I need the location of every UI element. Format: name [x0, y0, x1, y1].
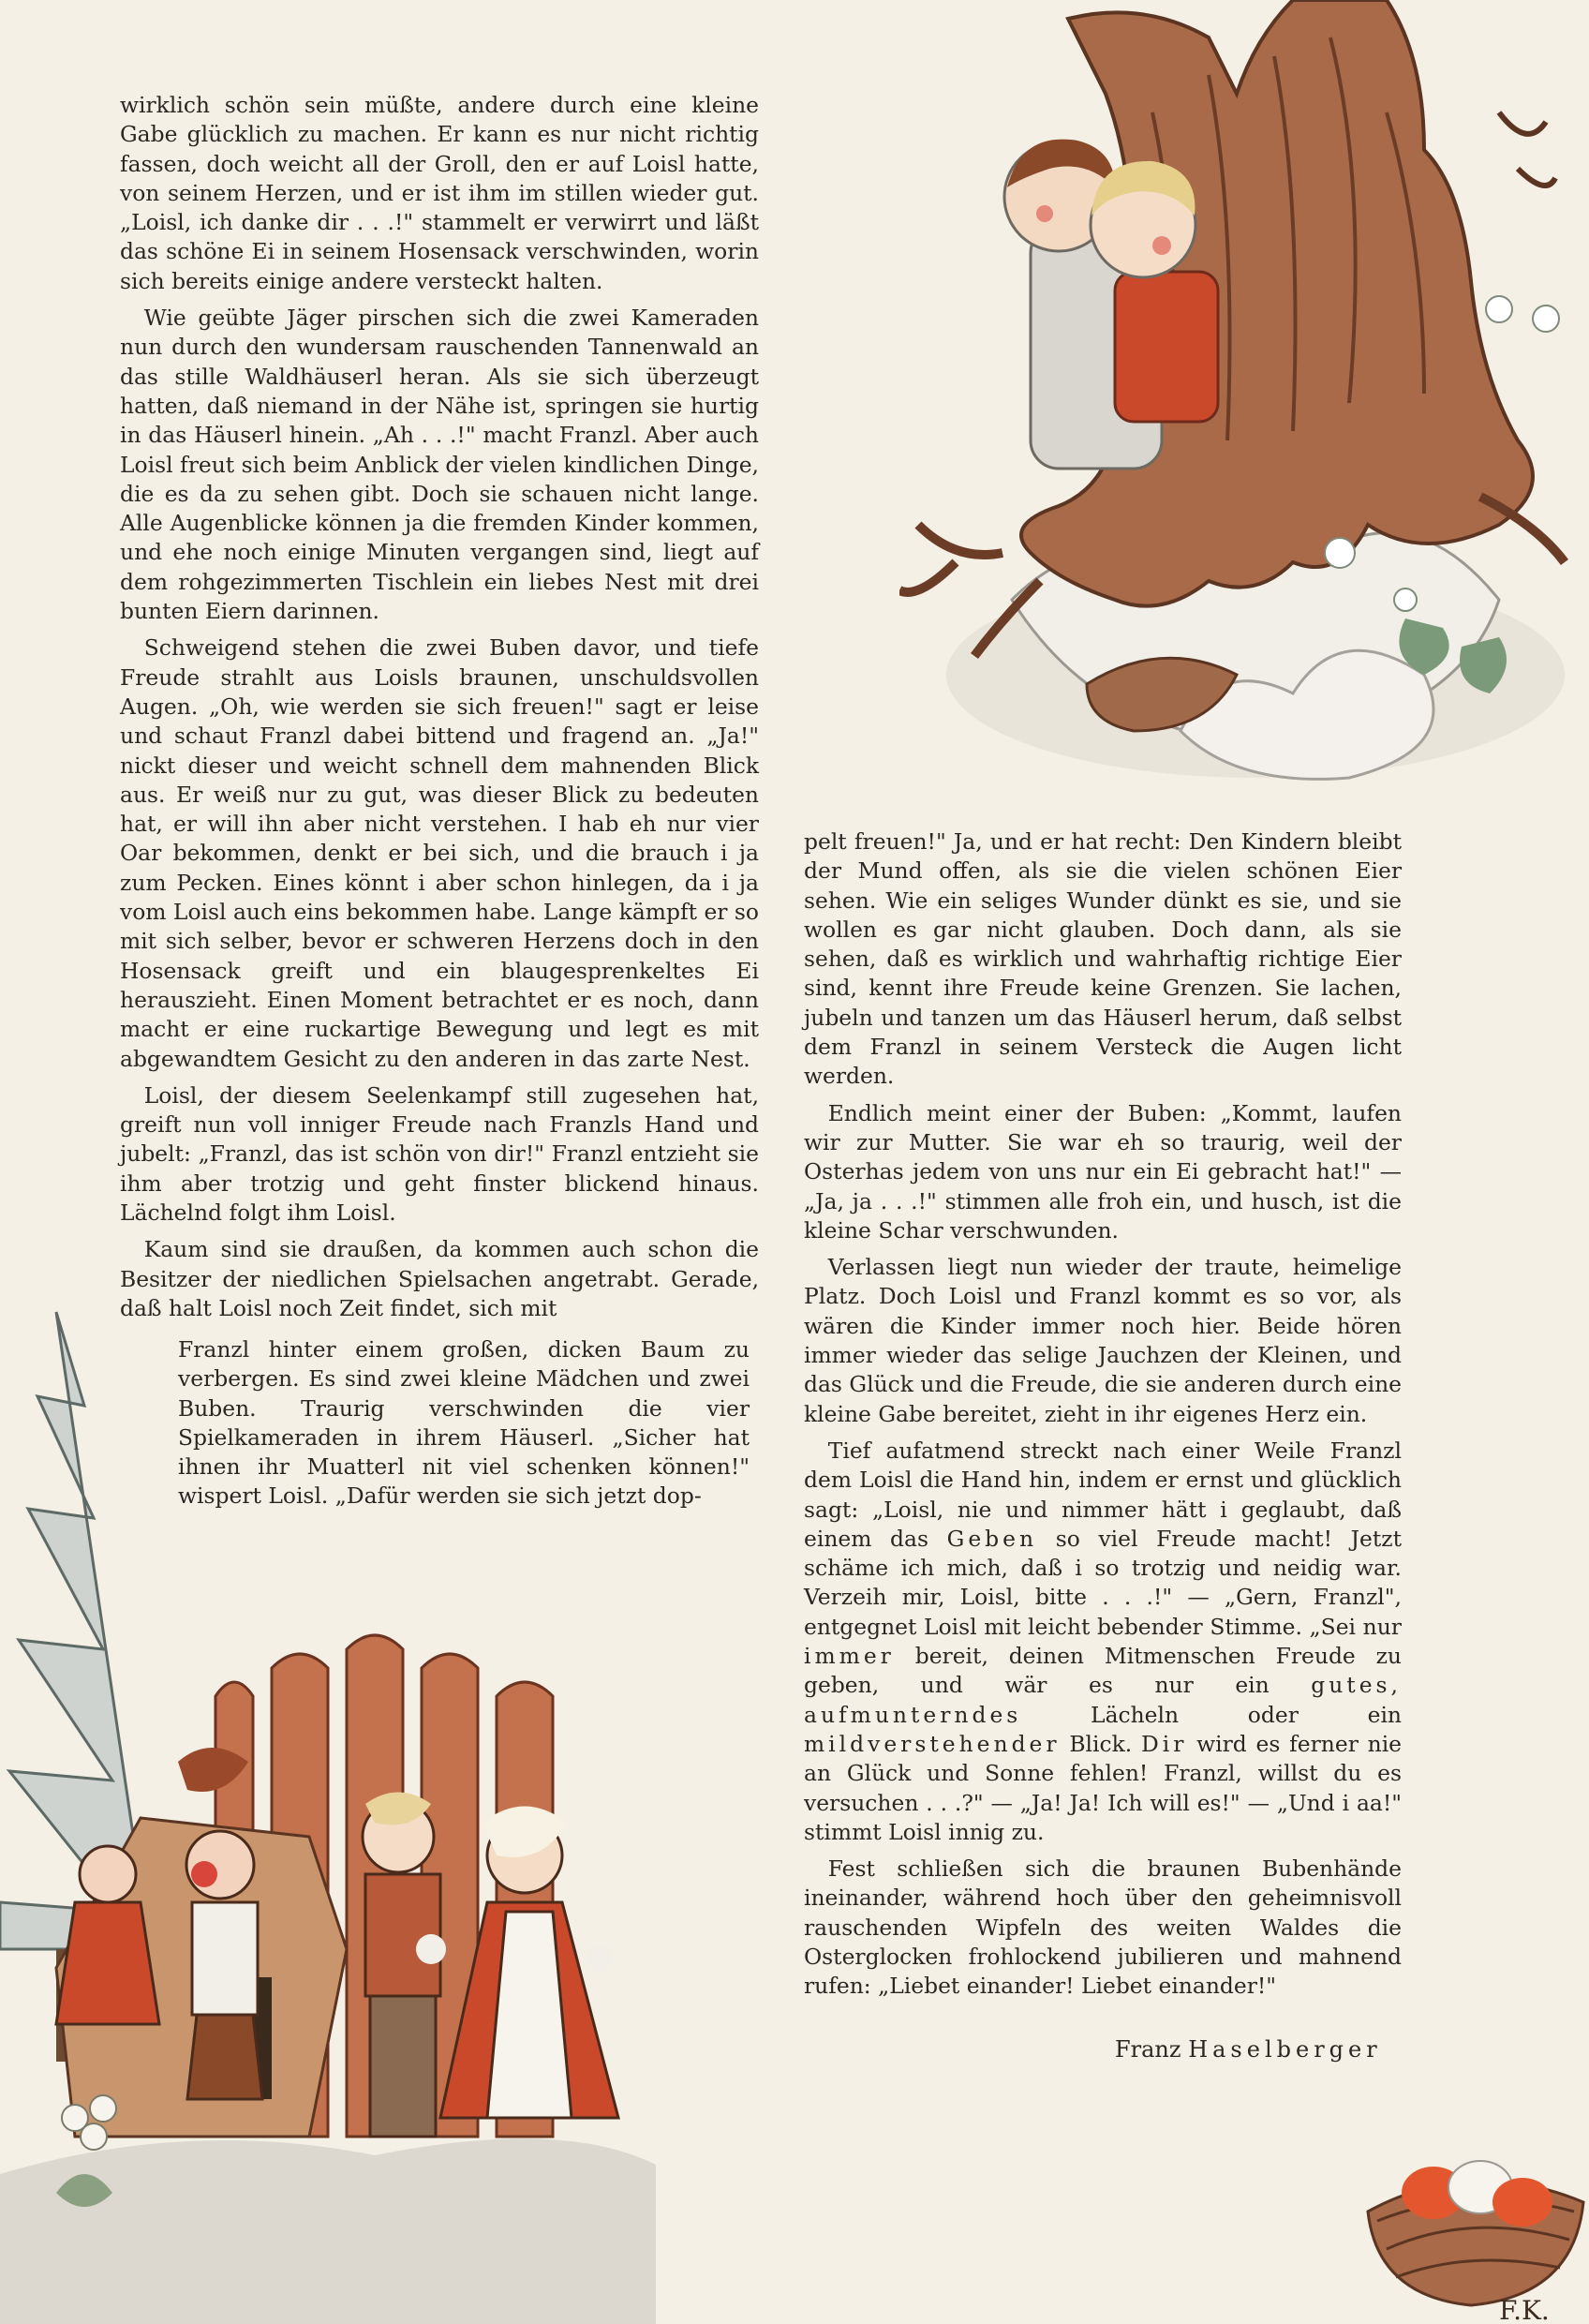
- paragraph: Schweigend stehen die zwei Buben davor, und tiefe Freude strahlt aus Loisls braunen, unschuldsvollen Augen. „Oh, wie werden sie sich freuen!" sagt er leise und schaut Franzl dabei bittend und fragend an. „Ja!" nickt dieser und weicht schnell dem mahnenden Blick aus. Er weiß nur zu gut, was dieser Blick zu bedeuten hat, er will ihn aber nicht verstehen. I hab eh nur vier Oar bekommen, denkt er bei sich, und die brauch i ja zum Pecken. Eines könnt i aber schon hinlegen, da i ja vom Loisl auch eins bekommen habe. Lange kämpft er so mit sich selber, bevor er schweren Herzens doch in den Hosensack greift und ein blaugesprenkeltes Ei herauszieht. Einen Moment betrachtet er es noch, dann macht er eine ruckartige Bewegung und legt es mit abgewandtem Gesicht zu den anderen in das zarte Nest.: [120, 634, 759, 1072]
- illustrator-mark: F.K.: [1499, 2295, 1550, 2324]
- emphasis-spaced: Geben: [946, 1525, 1038, 1552]
- paragraph: wirklich schön sein müßte, andere durch eine kleine Gabe glücklich zu machen. Er kann es nur nicht richtig fassen, doch weicht all der Groll, den er auf Loisl hatte, von seinem Herzen, und er ist ihm im stillen wieder gut. „Loisl, ich danke dir . . .!" stammelt er verwirrt und läßt das schöne Ei in seinem Hosensack verschwinden, worin sich bereits einige andere versteckt halten.: [120, 92, 759, 294]
- emphasis-spaced: immer: [804, 1643, 895, 1670]
- text-run: bereit, deinen Mitmenschen Freude zu geben, und wär es nur ein: [804, 1643, 1402, 1699]
- author-signature: [1115, 2036, 1382, 2063]
- paragraph: Kaum sind sie draußen, da kommen auch schon die Besitzer der niedlichen Spielsachen angetrabt. Gerade, daß halt Loisl noch Zeit findet, sich mit: [120, 1236, 759, 1321]
- tree-boys-illustration: [899, 0, 1574, 787]
- emphasis-spaced: gutes, aufmunterndes: [804, 1672, 1402, 1728]
- right-column: [804, 827, 1402, 2009]
- paragraph: [804, 1437, 1402, 1847]
- paragraph: Verlassen liegt nun wieder der traute, heimelige Platz. Doch Loisl und Franzl kommt es so vor, als wären die Kinder immer noch hier. Beide hören immer wieder das selige Jauchzen der Kleinen, und das Glück und die Freude, die sie anderen durch eine kleine Gabe bereitet, zieht in ihr eigenes Herz ein.: [804, 1254, 1402, 1427]
- egg-nest-illustration: [1359, 2108, 1589, 2324]
- text-run: wird es ferner nie an Glück und Sonne fehlen! Franzl, willst du es versuchen . . .?" — „Ja! Ja! Ich will es!" — „Und i aa!" stimmt Loisl innig zu.: [804, 1730, 1403, 1845]
- paragraph: Fest schließen sich die braunen Bubenhände ineinander, während hoch über den geheimnisvoll rauschenden Wipfeln des weiten Waldes die Osterglocken frohlockend jubilieren und mahnend rufen: „Liebet einander! Liebet einander!": [804, 1855, 1402, 2000]
- author-first-name: Franz: [1115, 2036, 1181, 2063]
- text-run: Blick.: [1069, 1730, 1133, 1757]
- emphasis-spaced: mildverstehender: [804, 1730, 1061, 1757]
- paragraph: pelt freuen!" Ja, und er hat recht: Den Kindern bleibt der Mund offen, als sie die vielen schönen Eier sehen. Wie ein seliges Wunder dünkt es sie, und sie wollen es gar nicht glauben. Doch dann, als sie sehen, daß es wirklich und wahrhaftig richtige Eier sind, kennt ihre Freude keine Grenzen. Sie lachen, jubeln und tanzen um das Häuserl herum, daß selbst dem Franzl in seinem Versteck die Augen licht werden.: [804, 828, 1402, 1090]
- paragraph: Loisl, der diesem Seelenkampf still zugesehen hat, greift nun voll inniger Freude nach Franzls Hand und jubelt: „Franzl, das ist schön von dir!" Franzl entzieht sie ihm aber trotzig und geht finster blickend hinaus. Lächelnd folgt ihm Loisl.: [120, 1081, 759, 1226]
- text-run: Tief aufatmend streckt nach einer Weile Franzl dem Loisl die Hand hin, indem er ernst und glücklich sagt: „Loisl, nie und nimmer hätt i geglaubt, daß einem das: [804, 1437, 1402, 1552]
- left-column-narrow: [178, 1335, 750, 1519]
- paragraph: Endlich meint einer der Buben: „Kommt, laufen wir zur Mutter. Sie war eh so traurig, weil der Osterhas jedem von uns nur ein Ei gebracht hat!" — „Ja, ja . . .!" stimmen alle froh ein, und husch, ist die kleine Schar verschwunden.: [804, 1099, 1402, 1244]
- paragraph: Wie geübte Jäger pirschen sich die zwei Kameraden nun durch den wundersam rauschenden Tannenwald an das stille Waldhäuserl heran. Als sie sich überzeugt hatten, daß niemand in der Nähe ist, springen sie hurtig in das Häuserl hinein. „Ah . . .!" macht Franzl. Aber auch Loisl freut sich beim Anblick der vielen kindlichen Dinge, die es da zu sehen gibt. Doch sie schauen nicht lange. Alle Augenblicke können ja die fremden Kinder kommen, und ehe noch einige Minuten vergangen sind, liegt auf dem rohgezimmerten Tischlein ein liebes Nest mit drei bunten Eiern darinnen.: [120, 305, 759, 625]
- text-run: so viel Freude macht! Jetzt schäme ich mich, daß i so trotzig und neidig war. Verzeih mir, Loisl, bitte . . .!" — „Gern, Franzl", entgegnet Loisl mit leicht bebender Stimme. „Sei nur: [804, 1525, 1402, 1640]
- paragraph: Franzl hinter einem großen, dicken Baum zu verbergen. Es sind zwei kleine Mädchen und zwei Buben. Traurig verschwinden die vier Spielkameraden in ihrem Häuserl. „Sicher hat ihnen ihr Muatterl nit viel schenken können!" wispert Loisl. „Dafür werden sie sich jetzt dop-: [178, 1336, 750, 1510]
- left-column: [120, 91, 759, 1331]
- author-last-name: Haselberger: [1188, 2036, 1382, 2063]
- text-run: Lächeln oder ein: [1091, 1701, 1402, 1728]
- emphasis-spaced: Dir: [1140, 1730, 1188, 1757]
